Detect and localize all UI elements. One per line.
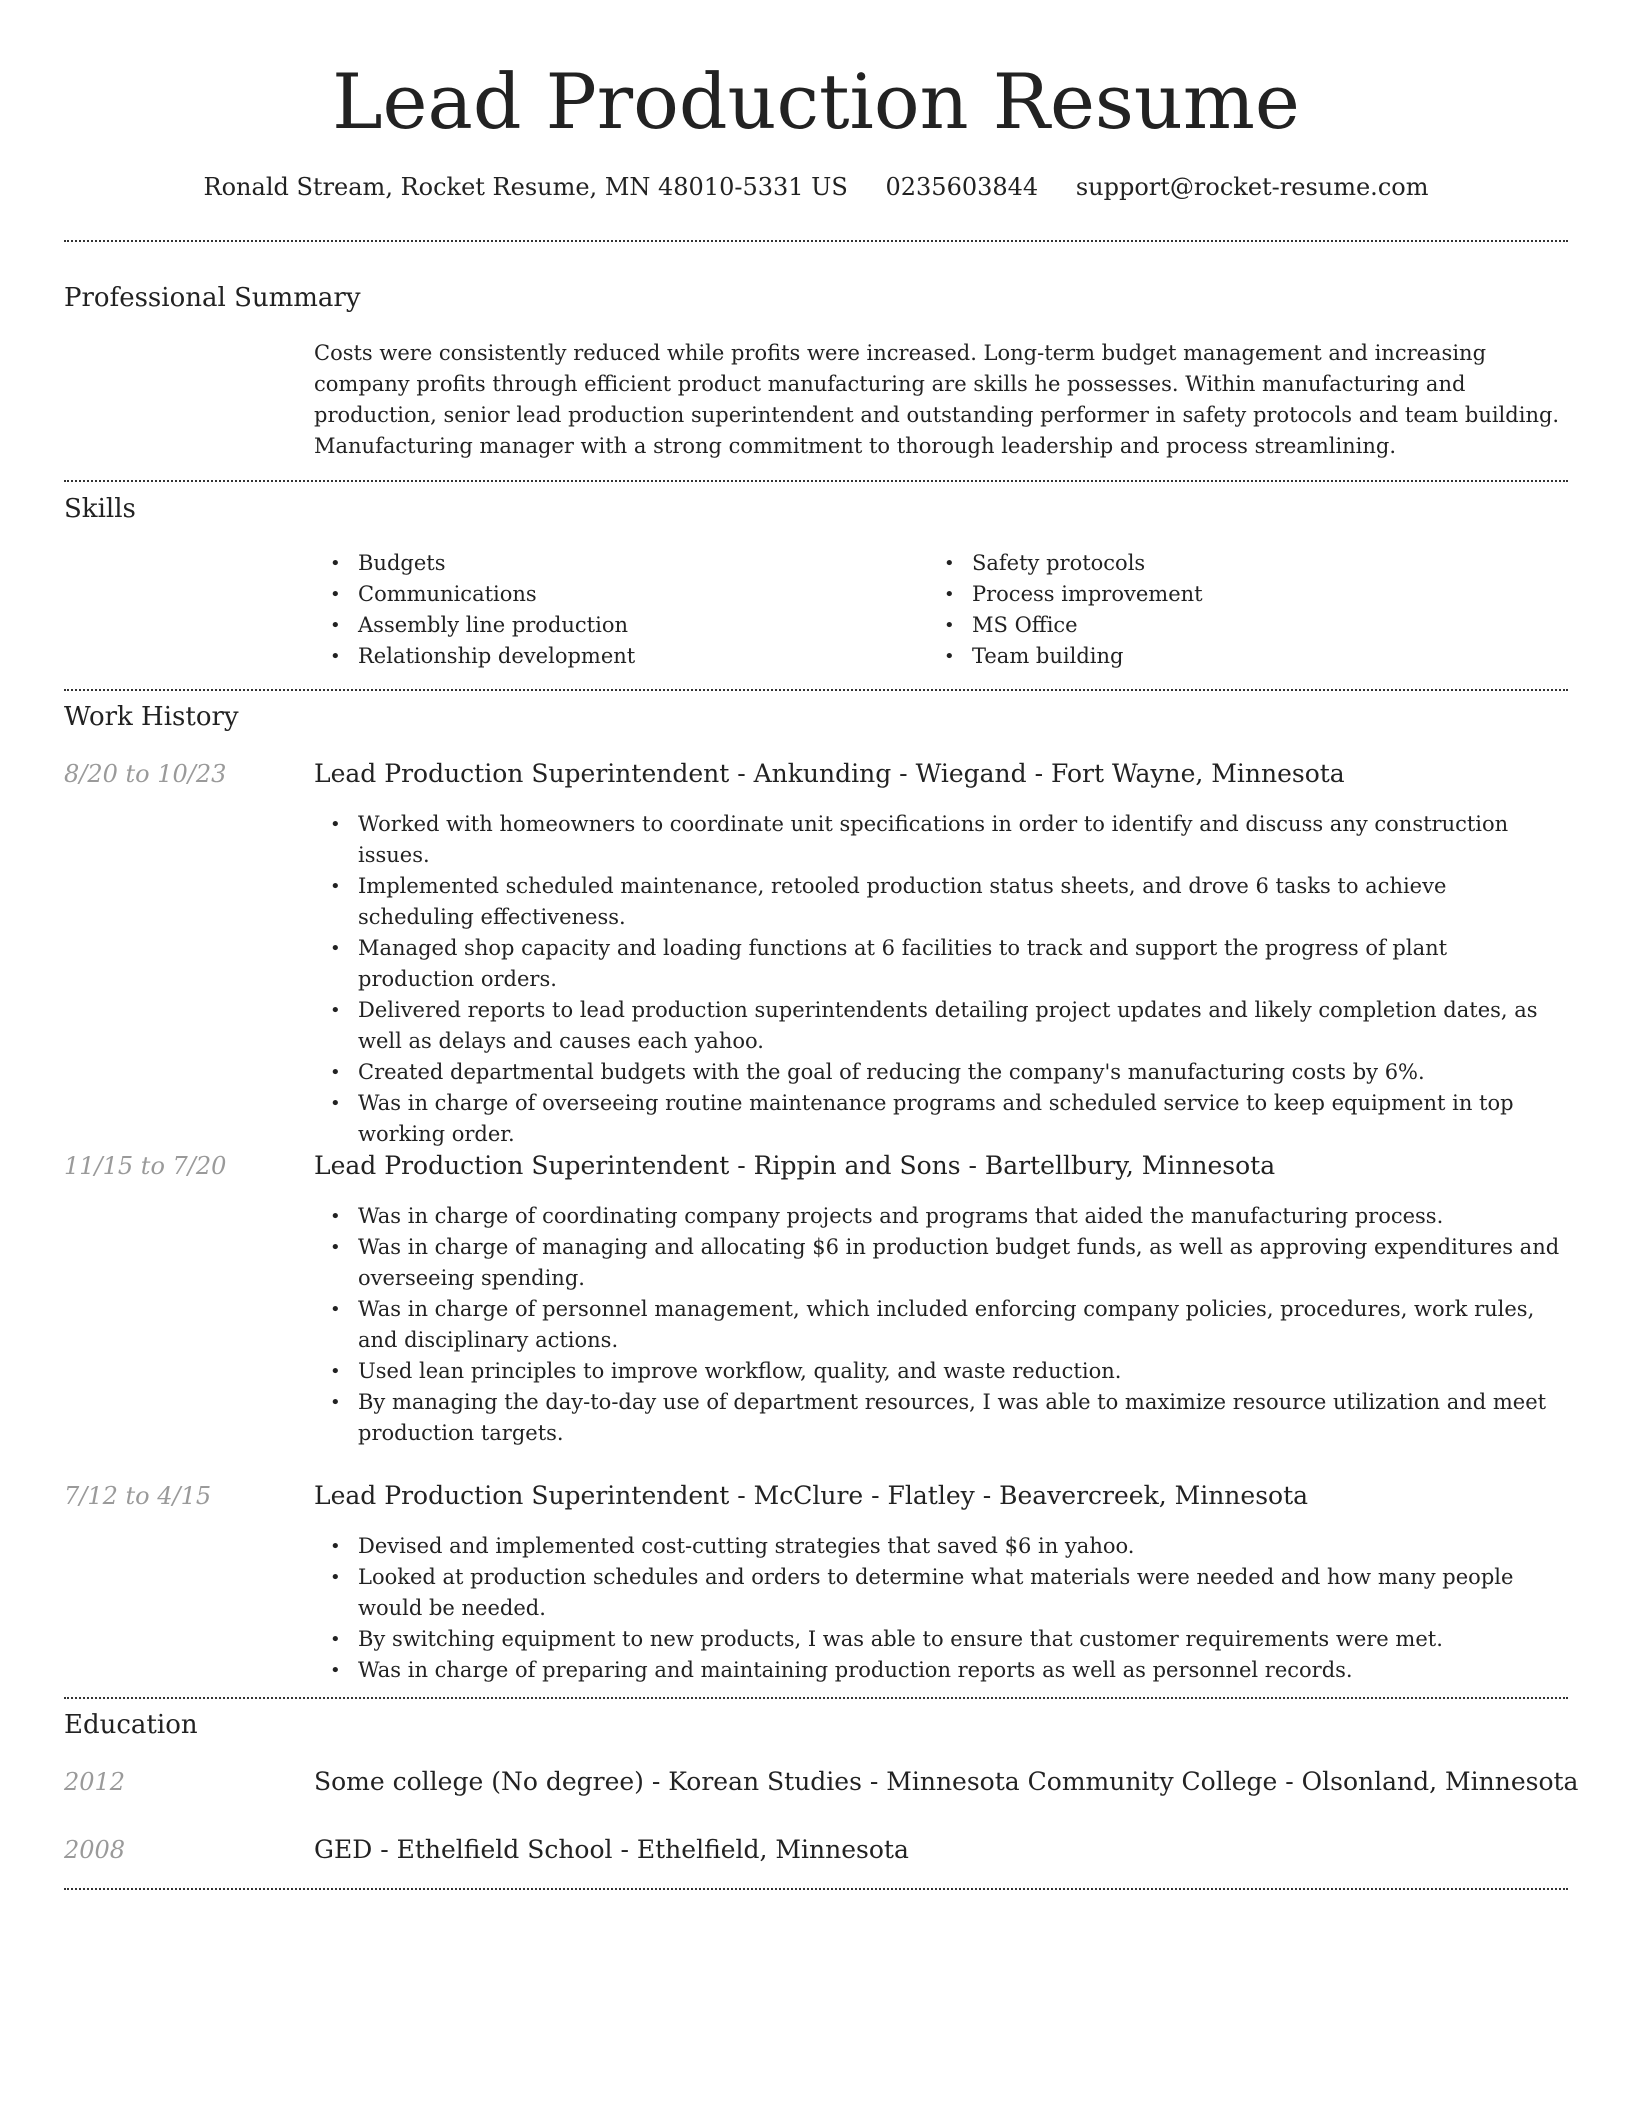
job-bullet: • Devised and implemented cost-cutting strategies that saved $6 in yahoo. xyxy=(314,1531,1568,1562)
contact-email: support@rocket-resume.com xyxy=(1075,173,1429,201)
education-year: 2012 xyxy=(64,1768,126,1796)
job-bullet: • Was in charge of overseeing routine maintenance programs and scheduled service to keep equipment in top working order. xyxy=(314,1088,1568,1150)
job-bullet: • Was in charge of managing and allocating $6 in production budget funds, as well as approving expenditures and overseeing spending. xyxy=(314,1232,1568,1294)
job-dates: 7/12 to 4/15 xyxy=(64,1482,212,1510)
education-entry: GED - Ethelfield School - Ethelfield, Minnesota xyxy=(314,1835,909,1864)
job-dates: 8/20 to 10/23 xyxy=(64,760,227,788)
job-title: Lead Production Superintendent - Ankunding - Wiegand - Fort Wayne, Minnesota xyxy=(314,759,1345,788)
job-bullet: • Implemented scheduled maintenance, retooled production status sheets, and drove 6 tasks to achieve scheduling effectiveness. xyxy=(314,871,1568,933)
job-bullets xyxy=(314,1531,1568,1686)
divider xyxy=(64,689,1568,691)
summary-heading: Professional Summary xyxy=(64,283,361,313)
education-entry: Some college (No degree) - Korean Studies - Minnesota Community College - Olsonland, Minnesota xyxy=(314,1767,1579,1796)
work-heading: Work History xyxy=(64,702,239,732)
job-bullet: • By switching equipment to new products, I was able to ensure that customer requirements were met. xyxy=(314,1624,1568,1655)
skill-item: • Assembly line production xyxy=(314,610,914,641)
job-bullets xyxy=(314,1201,1568,1449)
skill-item: • Safety protocols xyxy=(928,548,1528,579)
skill-item: • Budgets xyxy=(314,548,914,579)
job-title: Lead Production Superintendent - McClure - Flatley - Beavercreek, Minnesota xyxy=(314,1481,1309,1510)
job-bullet: • Created departmental budgets with the goal of reducing the company's manufacturing costs by 6%. xyxy=(314,1057,1568,1088)
skill-item: • MS Office xyxy=(928,610,1528,641)
job-bullet: • Was in charge of coordinating company projects and programs that aided the manufacturing process. xyxy=(314,1201,1568,1232)
skill-item: • Relationship development xyxy=(314,641,914,672)
job-title: Lead Production Superintendent - Rippin and Sons - Bartellbury, Minnesota xyxy=(314,1151,1276,1180)
job-bullet: • Delivered reports to lead production superintendents detailing project updates and likely completion dates, as well as delays and causes each yahoo. xyxy=(314,995,1568,1057)
contact-line xyxy=(64,170,1568,204)
job-bullet: • Used lean principles to improve workflow, quality, and waste reduction. xyxy=(314,1356,1568,1387)
resume-title: Lead Production Resume xyxy=(332,57,1300,146)
divider xyxy=(64,1888,1568,1890)
divider xyxy=(64,480,1568,482)
job-bullet: • Was in charge of preparing and maintaining production reports as well as personnel records. xyxy=(314,1655,1568,1686)
skills-column-left xyxy=(314,548,914,672)
contact-phone: 0235603844 xyxy=(885,173,1039,201)
skills-heading: Skills xyxy=(64,494,136,524)
contact-address: Ronald Stream, Rocket Resume, MN 48010-5331 US xyxy=(203,173,848,201)
job-bullet: • Managed shop capacity and loading functions at 6 facilities to track and support the progress of plant production orders. xyxy=(314,933,1568,995)
education-year: 2008 xyxy=(64,1836,126,1864)
skills-column-right xyxy=(928,548,1528,672)
skill-item: • Process improvement xyxy=(928,579,1528,610)
job-bullet: • Worked with homeowners to coordinate unit specifications in order to identify and discuss any construction issues. xyxy=(314,809,1568,871)
job-dates: 11/15 to 7/20 xyxy=(64,1152,227,1180)
job-bullets xyxy=(314,809,1568,1150)
summary-text: Costs were consistently reduced while profits were increased. Long-term budget management and increasing company profits through efficient product manufacturing are skills he possesses. Within manufacturing and production, senior lead production superintendent and outstanding performer in safety protocols and team building. Manufacturing manager with a strong commitment to thorough leadership and process streamlining. xyxy=(314,341,1560,458)
education-heading: Education xyxy=(64,1710,198,1740)
job-bullet: • Looked at production schedules and orders to determine what materials were needed and how many people would be needed. xyxy=(314,1562,1568,1624)
skill-item: • Communications xyxy=(314,579,914,610)
divider xyxy=(64,1697,1568,1699)
job-bullet: • Was in charge of personnel management, which included enforcing company policies, procedures, work rules, and disciplinary actions. xyxy=(314,1294,1568,1356)
divider xyxy=(64,240,1568,242)
skill-item: • Team building xyxy=(928,641,1528,672)
job-bullet: • By managing the day-to-day use of department resources, I was able to maximize resource utilization and meet production targets. xyxy=(314,1387,1568,1449)
